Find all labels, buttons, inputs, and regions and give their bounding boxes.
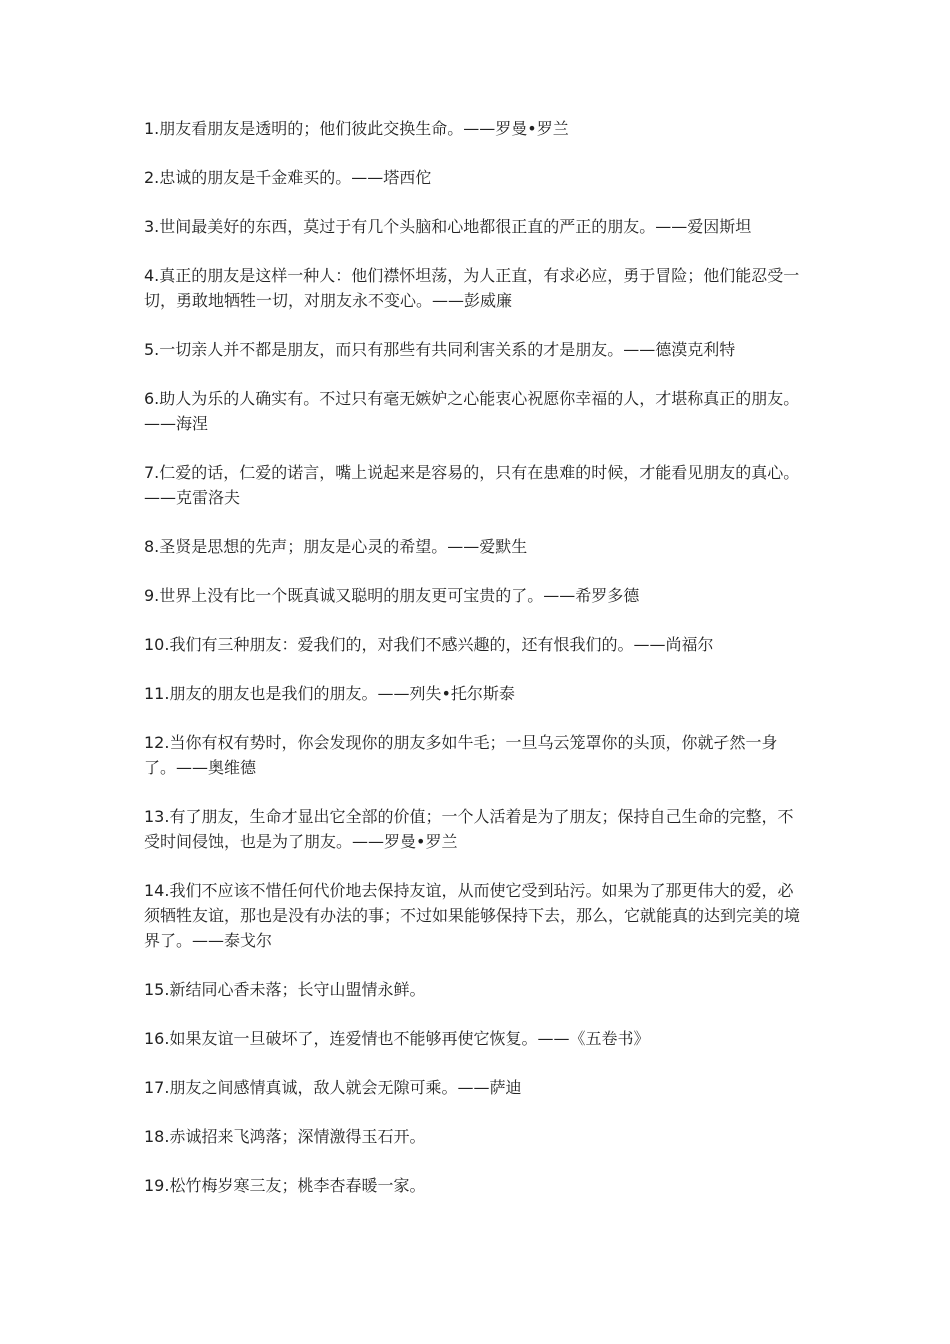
quote-item-8: 8.圣贤是思想的先声；朋友是心灵的希望。——爱默生 bbox=[144, 537, 528, 556]
quote-item-5: 5.一切亲人并不都是朋友，而只有那些有共同利害关系的才是朋友。——德漠克利特 bbox=[144, 340, 736, 359]
quote-item-17: 17.朋友之间感情真诚，敌人就会无隙可乘。——萨迪 bbox=[144, 1078, 522, 1097]
quote-item-4: 4.真正的朋友是这样一种人：他们襟怀坦荡，为人正直，有求必应，勇于冒险；他们能忍受一切，勇敢地牺牲一切，对朋友永不变心。——彭威廉 bbox=[144, 266, 800, 310]
quote-item-12: 12.当你有权有势时，你会发现你的朋友多如牛毛；一旦乌云笼罩你的头顶，你就孑然一身了。——奥维德 bbox=[144, 733, 778, 777]
quote-item-11: 11.朋友的朋友也是我们的朋友。——列失•托尔斯泰 bbox=[144, 684, 515, 703]
quote-item-15: 15.新结同心香未落；长守山盟情永鲜。 bbox=[144, 980, 426, 999]
quote-item-14: 14.我们不应该不惜任何代价地去保持友谊，从而使它受到玷污。如果为了那更伟大的爱，必须牺牲友谊，那也是没有办法的事；不过如果能够保持下去，那么，它就能真的达到完美的境界了。——泰戈尔 bbox=[144, 881, 801, 950]
quote-list bbox=[144, 116, 808, 1222]
quote-item-18: 18.赤诚招来飞鸿落；深情激得玉石开。 bbox=[144, 1127, 426, 1146]
quote-item-3: 3.世间最美好的东西，莫过于有几个头脑和心地都很正直的严正的朋友。——爱因斯坦 bbox=[144, 217, 752, 236]
quote-item-2: 2.忠诚的朋友是千金难买的。——塔西佗 bbox=[144, 168, 432, 187]
quote-item-19: 19.松竹梅岁寒三友；桃李杏春暖一家。 bbox=[144, 1176, 426, 1195]
quote-item-9: 9.世界上没有比一个既真诚又聪明的朋友更可宝贵的了。——希罗多德 bbox=[144, 586, 640, 605]
quote-item-10: 10.我们有三种朋友：爱我们的，对我们不感兴趣的，还有恨我们的。——尚福尔 bbox=[144, 635, 714, 654]
quote-item-16: 16.如果友谊一旦破坏了，连爱情也不能够再使它恢复。——《五卷书》 bbox=[144, 1029, 650, 1048]
quote-item-6: 6.助人为乐的人确实有。不过只有毫无嫉妒之心能衷心祝愿你幸福的人，才堪称真正的朋友。——海涅 bbox=[144, 389, 800, 433]
quote-item-1: 1.朋友看朋友是透明的；他们彼此交换生命。——罗曼•罗兰 bbox=[144, 119, 569, 138]
quote-item-7: 7.仁爱的话，仁爱的诺言，嘴上说起来是容易的，只有在患难的时候，才能看见朋友的真心。——克雷洛夫 bbox=[144, 463, 800, 507]
quote-item-13: 13.有了朋友，生命才显出它全部的价值；一个人活着是为了朋友；保持自己生命的完整，不受时间侵蚀，也是为了朋友。——罗曼•罗兰 bbox=[144, 807, 794, 851]
